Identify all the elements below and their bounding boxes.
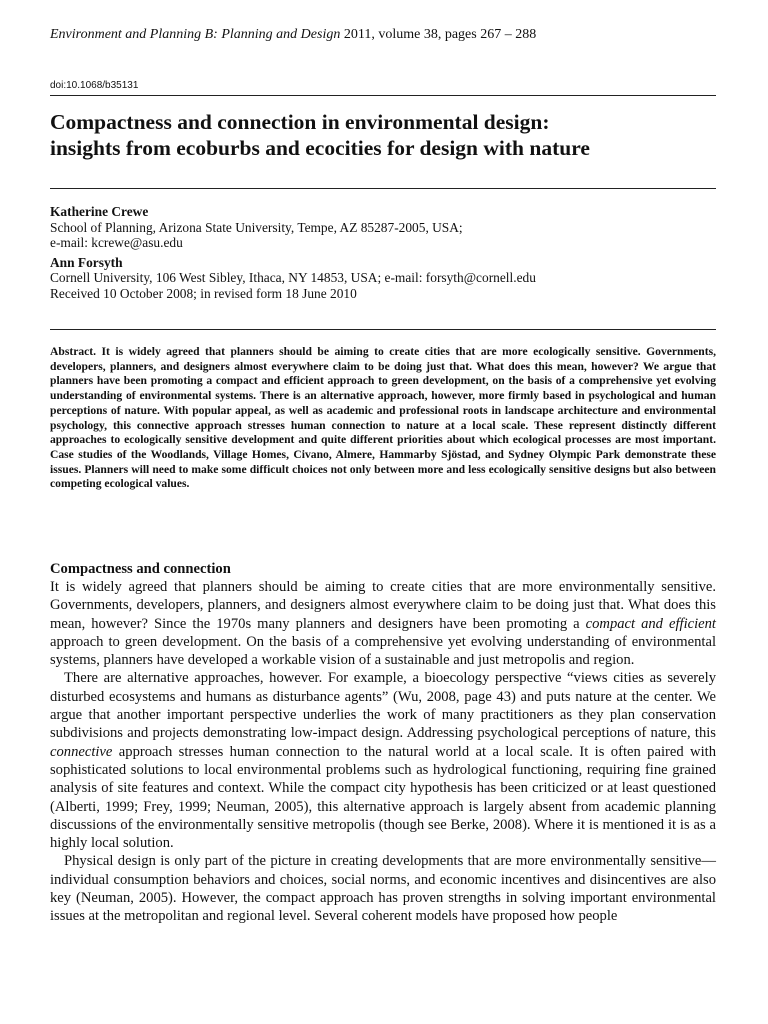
emphasis: compact and efficient: [585, 615, 716, 632]
author-name: Ann Forsyth: [50, 254, 123, 270]
journal-citation: 2011, volume 38, pages 267 – 288: [343, 27, 537, 42]
doi-link[interactable]: doi:10.1068/b35131: [50, 80, 139, 91]
divider: [50, 329, 716, 330]
abstract-label: Abstract.: [50, 345, 97, 358]
author-block: [50, 204, 730, 301]
section-heading: Compactness and connection: [50, 561, 231, 577]
text-run: approach to green development. On the basis of a comprehensive yet evolving understanding of environmental systems, planners have developed a workable vision of a sustainable and just metropolis and region.: [50, 633, 716, 669]
text-run: There are alternative approaches, however. For example, a bioecology perspective “views cities as severely disturbed ecosystems and humans as disturbance agents” (Wu, 2008, page 43) and puts nature at the center. We argue that another important perspective underlies the work of many practitioners as they plan conservation subdivisions and projects demonstrating low-impact design. Addressing psychological perceptions of nature, this: [50, 670, 716, 742]
divider: [50, 95, 716, 96]
divider: [50, 188, 716, 189]
abstract: [50, 345, 716, 492]
emphasis: connective: [50, 743, 113, 760]
journal-name: Environment and Planning B: Planning and Design: [50, 27, 341, 42]
author-name: Katherine Crewe: [50, 204, 149, 219]
received-date: Received 10 October 2008; in revised form 18 June 2010: [50, 285, 357, 301]
paragraph: [50, 669, 716, 852]
text-run: It is widely agreed that planners should be aiming to create cities that are more environmentally sensitive. Governments, developers, planners, and designers almost everywhere claim to be doing just that. What does this mean, however? Since the 1970s many planners and designers have been promoting a: [50, 579, 716, 632]
author-email: e-mail: kcrewe@asu.edu: [50, 235, 183, 250]
paragraph: [50, 578, 716, 669]
abstract-text: It is widely agreed that planners should be aiming to create cities that are more ecologically sensitive. Governments, developers, planners, and designers almost everywhere claim to be doing just that. What does this mean, however? We argue that planners have been promoting a compact and efficient approach to green development, on the basis of a comprehensive yet evolving understanding of environmental systems. There is an alternative approach, however, more firmly based in psychological and human perceptions of nature. With popular appeal, as well as academic and professional roots in landscape architecture and environmental psychology, this connective approach stresses human connection to nature at a local scale. These represent distinctly different approaches to ecologically sensitive development and quite different priorities about which ecological processes are most important. Case studies of the Woodlands, Village Homes, Civano, Almere, Hammarby Sjöstad, and Sydney Olympic Park demonstrate these issues. Planners will need to make some difficult choices not only between more and less ecologically sensitive designs but also between competing ecological values.: [50, 345, 716, 491]
text-run: approach stresses human connection to the natural world at a local scale. It is often paired with sophisticated solutions to local environmental problems such as hydrological functioning, requiring fine grained analysis of site features and context. While the compact city hypothesis has been criticized or at least questioned (Alberti, 1999; Frey, 1999; Neuman, 2005), this alternative approach is largely absent from academic planning discussions of the environmentally sensitive metropolis (though see Berke, 2008). Where it is mentioned it is as a highly local solution.: [50, 743, 716, 852]
author-affiliation: Cornell University, 106 West Sibley, Ithaca, NY 14853, USA; e-mail: forsyth@cornell.edu: [50, 270, 536, 285]
body-text: [50, 578, 716, 926]
title-line-2: insights from ecoburbs and ecocities for design with nature: [50, 136, 590, 160]
title-line-1: Compactness and connection in environmental design:: [50, 110, 550, 134]
author-affiliation: School of Planning, Arizona State University, Tempe, AZ 85287-2005, USA;: [50, 219, 463, 235]
article-title: [50, 109, 730, 161]
paragraph: Physical design is only part of the picture in creating developments that are more environmentally sensitive—individual consumption behaviors and choices, social norms, and economic incentives and disincentives are also key (Neuman, 2005). However, the compact approach has proven strengths in solving important environmental issues at the metropolitan and regional level. Several coherent models have proposed how people: [50, 853, 716, 925]
journal-header: [50, 27, 536, 43]
